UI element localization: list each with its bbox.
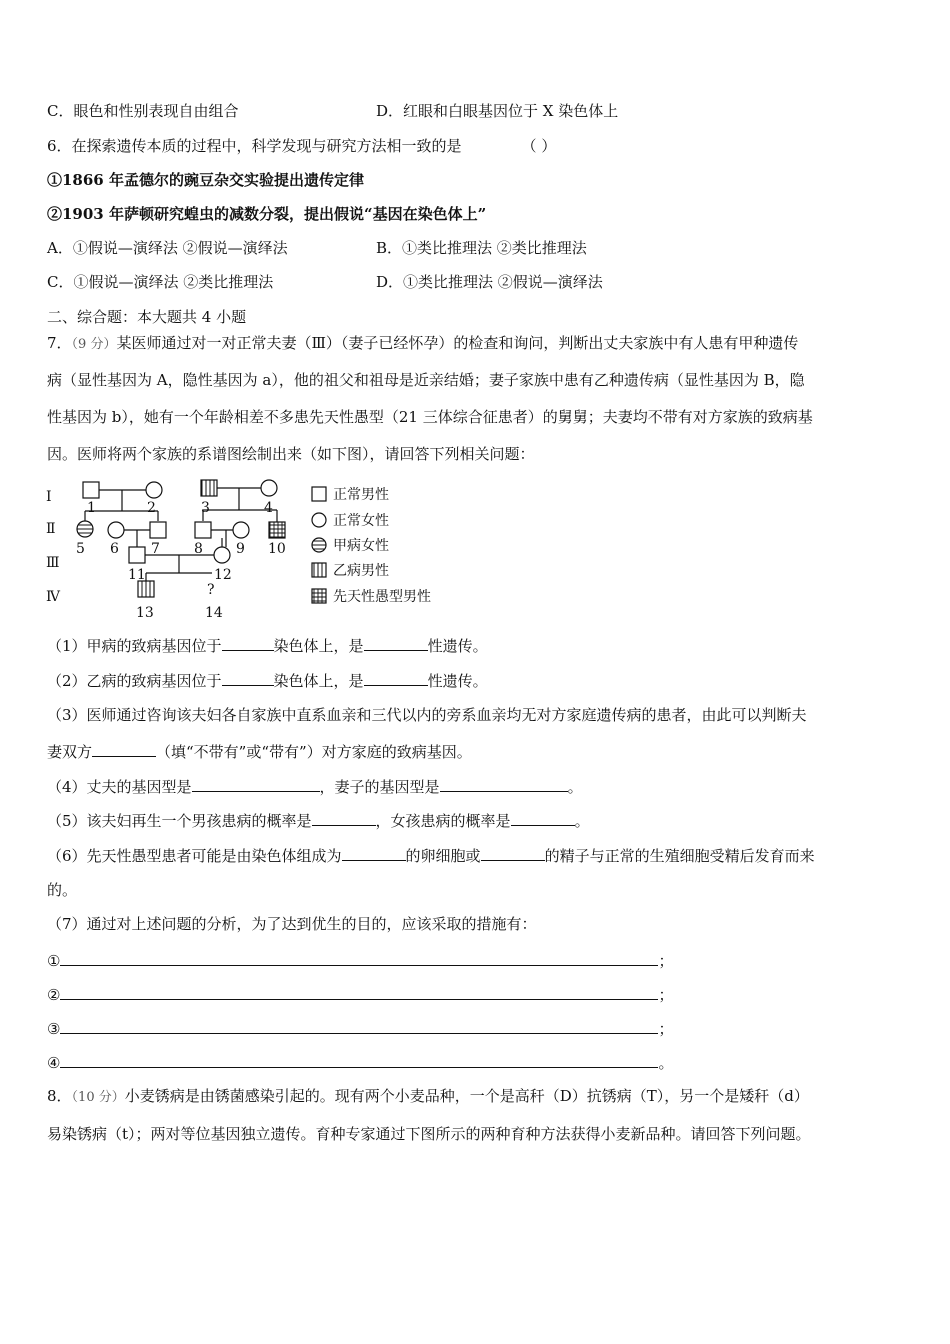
legend-disease-a-female-icon	[312, 538, 326, 552]
measure-line-4: ④ 。	[47, 1054, 674, 1072]
q6-option-d: D．①类比推理法 ②假说—演绎法	[376, 273, 603, 291]
q7-sub-3-line-2: 妻双方 （填“不带有”或“带有”）对方家庭的致病基因。	[47, 743, 472, 761]
q7-score: （9 分）	[71, 337, 117, 352]
q7-sub-3-line-1: （3）医师通过咨询该夫妇各自家族中直系血亲和三代以内的旁系血亲均无对方家庭遗传病的患者，由此可以判断夫	[47, 706, 807, 724]
answer-line[interactable]	[60, 984, 658, 1000]
individual-13-disease-b-male	[138, 581, 154, 597]
generation-label-1: Ⅰ	[46, 489, 52, 505]
answer-line[interactable]	[60, 1018, 658, 1034]
section-heading: 二、综合题：本大题共 4 小题	[47, 308, 247, 326]
q6-stem: 6．在探索遗传本质的过程中，科学发现与研究方法相一致的是 （ ）	[47, 137, 557, 155]
id-label-8: 8	[194, 541, 203, 557]
individual-11-husband	[129, 547, 145, 563]
legend-label-normal-female: 正常女性	[333, 513, 389, 529]
id-label-3: 3	[201, 500, 210, 516]
q6-item-2: ②1903 年萨顿研究蝗虫的减数分裂，提出假说“基因在染色体上”	[47, 205, 487, 223]
answer-blank[interactable]	[222, 670, 274, 686]
id-label-10: 10	[268, 541, 286, 557]
q7-sub-7: （7）通过对上述问题的分析，为了达到优生的目的，应该采取的措施有：	[47, 915, 537, 933]
legend-label-disease-b-male: 乙病男性	[333, 563, 389, 579]
id-label-13: 13	[136, 605, 154, 621]
individual-8-normal-male	[195, 522, 211, 538]
q7-stem-line-1: 7．（9 分）某医师通过对一对正常夫妻（Ⅲ）（妻子已经怀孕）的检查和询问，判断出丈夫家族中有人患有甲种遗传	[47, 334, 799, 352]
q6-option-b: B．①类比推理法 ②类比推理法	[376, 239, 587, 257]
q5-option-d: D．红眼和白眼基因位于 X 染色体上	[376, 102, 619, 120]
q7-stem-line-4: 因。医师将两个家族的系谱图绘制出来（如下图），请回答下列相关问题：	[47, 445, 535, 463]
q6-answer-paren: （ ）	[521, 137, 557, 155]
id-label-4: 4	[264, 500, 273, 516]
q6-option-a: A．①假说—演绎法 ②假说—演绎法	[47, 239, 288, 257]
individual-1-normal-male	[83, 482, 99, 498]
q7-sub-5: （5）该夫妇再生一个男孩患病的概率是 ，女孩患病的概率是 。	[47, 812, 590, 830]
legend-down-syndrome-male-icon	[312, 589, 326, 603]
legend-label-normal-male: 正常男性	[333, 487, 389, 503]
id-label-9: 9	[236, 541, 245, 557]
individual-9-normal-female	[233, 522, 249, 538]
generation-label-2: Ⅱ	[46, 521, 56, 537]
individual-4-normal-female	[261, 480, 277, 496]
answer-blank[interactable]	[312, 810, 376, 826]
answer-blank[interactable]	[222, 635, 274, 651]
q8-stem-line-2: 易染锈病（t）；两对等位基因独立遗传。育种专家通过下图所示的两种育种方法获得小麦新品种。请回答下列问题。	[47, 1125, 811, 1143]
answer-line[interactable]	[60, 1052, 658, 1068]
q8-score: （10 分）	[71, 1090, 125, 1105]
answer-blank[interactable]	[364, 635, 428, 651]
answer-blank[interactable]	[192, 776, 320, 792]
answer-blank[interactable]	[481, 845, 545, 861]
individual-6-normal-female	[108, 522, 124, 538]
individual-3-disease-b-male	[201, 480, 217, 496]
q7-sub-4: （4）丈夫的基因型是 ，妻子的基因型是 。	[47, 778, 583, 796]
q5-option-c: C．眼色和性别表现自由组合	[47, 102, 239, 120]
unknown-individual-14: ?	[207, 582, 215, 598]
answer-blank[interactable]	[511, 810, 575, 826]
answer-blank[interactable]	[342, 845, 406, 861]
q6-options-cd	[47, 272, 603, 292]
id-label-5: 5	[76, 541, 85, 557]
q6-options-ab	[47, 238, 587, 258]
legend-disease-b-male-icon	[312, 563, 326, 577]
answer-blank[interactable]	[92, 741, 156, 757]
answer-blank[interactable]	[364, 670, 428, 686]
q7-sub-6-line-1: （6）先天性愚型患者可能是由染色体组成为 的卵细胞或 的精子与正常的生殖细胞受精后发育而来	[47, 847, 815, 865]
individual-5-disease-a-female	[77, 521, 93, 537]
q6-item-1: ①1866 年孟德尔的豌豆杂交实验提出遗传定律	[47, 171, 364, 189]
legend-normal-male-icon	[312, 487, 326, 501]
pedigree-chart	[40, 475, 460, 623]
id-label-11: 11	[128, 567, 146, 583]
id-label-6: 6	[110, 541, 119, 557]
id-label-1: 1	[87, 500, 96, 516]
q7-sub-6-line-2: 的。	[47, 881, 78, 899]
pedigree-legend	[312, 487, 326, 603]
legend-label-disease-a-female: 甲病女性	[333, 538, 389, 554]
answer-blank[interactable]	[440, 776, 568, 792]
generation-label-4: Ⅳ	[46, 589, 60, 605]
q5-options	[47, 101, 618, 121]
measure-line-1: ① ；	[47, 952, 674, 970]
id-label-14: 14	[205, 605, 223, 621]
q6-option-c: C．①假说—演绎法 ②类比推理法	[47, 273, 274, 291]
answer-line[interactable]	[60, 950, 658, 966]
individual-7-normal-male	[150, 522, 166, 538]
q7-sub-1: （1）甲病的致病基因位于 染色体上，是 性遗传。	[47, 637, 488, 655]
individual-10-down-syndrome-male	[269, 522, 285, 538]
measure-line-2: ② ；	[47, 986, 674, 1004]
q7-sub-2: （2）乙病的致病基因位于 染色体上，是 性遗传。	[47, 672, 488, 690]
q8-stem-line-1: 8．（10 分）小麦锈病是由锈菌感染引起的。现有两个小麦品种，一个是高秆（D）抗锈病（T），另一个是矮秆（d）	[47, 1087, 809, 1105]
individual-2-normal-female	[146, 482, 162, 498]
q7-stem-line-3: 性基因为 b），她有一个年龄相差不多患先天性愚型（21 三体综合征患者）的舅舅；夫妻均不带有对方家族的致病基	[47, 408, 813, 426]
measure-line-3: ③ ；	[47, 1020, 674, 1038]
id-label-12: 12	[214, 567, 232, 583]
id-label-7: 7	[151, 541, 160, 557]
individual-12-wife	[214, 547, 230, 563]
q7-stem-line-2: 病（显性基因为 A，隐性基因为 a），他的祖父和祖母是近亲结婚；妻子家族中患有乙种遗传病（显性基因为 B，隐	[47, 371, 805, 389]
id-label-2: 2	[147, 500, 156, 516]
legend-label-down-syndrome-male: 先天性愚型男性	[333, 589, 431, 605]
generation-label-3: Ⅲ	[46, 555, 60, 571]
legend-normal-female-icon	[312, 513, 326, 527]
